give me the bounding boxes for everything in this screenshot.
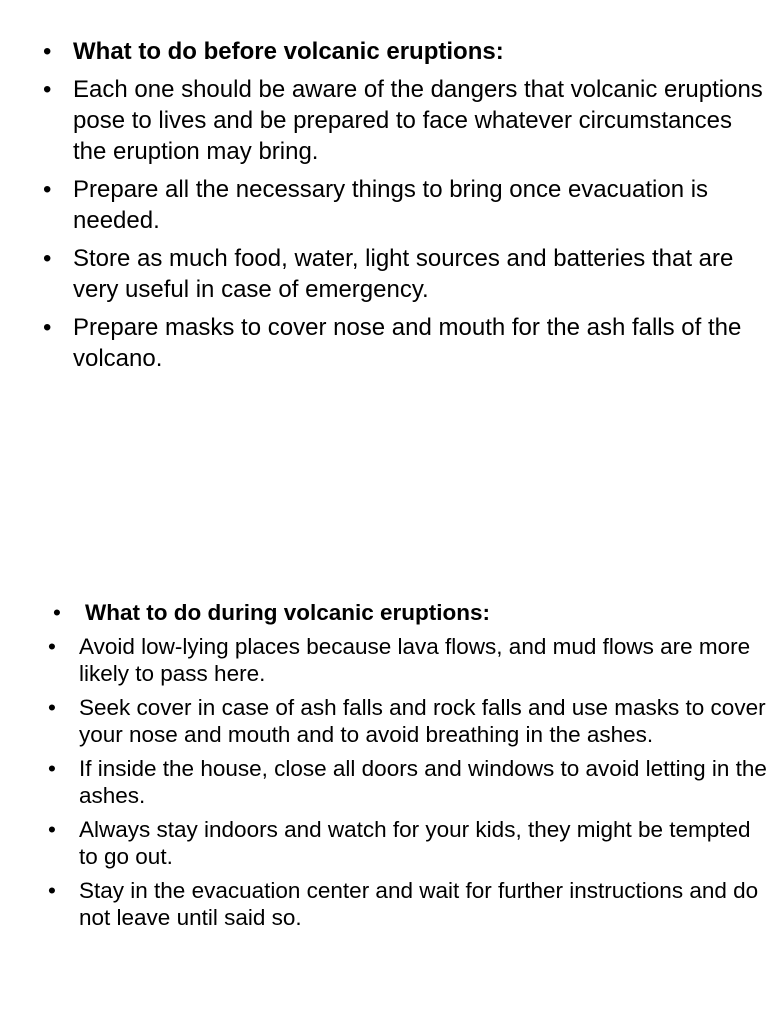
- bullet-icon: •: [48, 633, 56, 659]
- list-item: [0, 877, 768, 932]
- bullet-icon: •: [43, 314, 52, 341]
- bullet-icon: •: [48, 877, 56, 903]
- list-heading: [0, 36, 768, 67]
- bullet-icon: •: [48, 755, 56, 781]
- list-item: [0, 243, 768, 305]
- list-item-text: If inside the house, close all doors and windows to avoid letting in the ashes.: [79, 755, 767, 808]
- list-item: [0, 633, 768, 688]
- list-item: [0, 312, 768, 374]
- bullet-icon: •: [53, 600, 61, 625]
- list-heading: [0, 599, 768, 627]
- list-item: [0, 74, 768, 167]
- slide-during-eruption: [0, 599, 768, 938]
- bullet-icon: •: [43, 176, 52, 203]
- list-item: [0, 694, 768, 749]
- list-item-text: Stay in the evacuation center and wait for further instructions and do not leave until said so.: [79, 877, 759, 930]
- bullet-list: [0, 599, 768, 932]
- bullet-icon: •: [48, 816, 56, 842]
- list-item-text: Prepare masks to cover nose and mouth for the ash falls of the volcano.: [73, 314, 742, 372]
- heading-text: What to do during volcanic eruptions:: [85, 600, 490, 625]
- bullet-icon: •: [43, 76, 52, 103]
- bullet-icon: •: [43, 245, 52, 272]
- list-item: [0, 174, 768, 236]
- bullet-icon: •: [48, 694, 56, 720]
- list-item-text: Each one should be aware of the dangers that volcanic eruptions pose to lives and be prepared to face whatever circumstances the eruption may bring.: [73, 76, 763, 165]
- bullet-list: [0, 36, 768, 374]
- bullet-icon: •: [43, 38, 52, 65]
- list-item-text: Store as much food, water, light sources and batteries that are very useful in case of emergency.: [73, 245, 734, 303]
- list-item-text: Always stay indoors and watch for your kids, they might be tempted to go out.: [79, 816, 751, 869]
- slide-before-eruption: [0, 36, 768, 381]
- list-item-text: Avoid low-lying places because lava flows, and mud flows are more likely to pass here.: [79, 633, 751, 686]
- list-item-text: Seek cover in case of ash falls and rock falls and use masks to cover your nose and mouth and to avoid breathing in the ashes.: [79, 694, 766, 747]
- list-item: [0, 816, 768, 871]
- list-item: [0, 755, 768, 810]
- list-item-text: Prepare all the necessary things to bring once evacuation is needed.: [73, 176, 709, 234]
- heading-text: What to do before volcanic eruptions:: [73, 38, 504, 65]
